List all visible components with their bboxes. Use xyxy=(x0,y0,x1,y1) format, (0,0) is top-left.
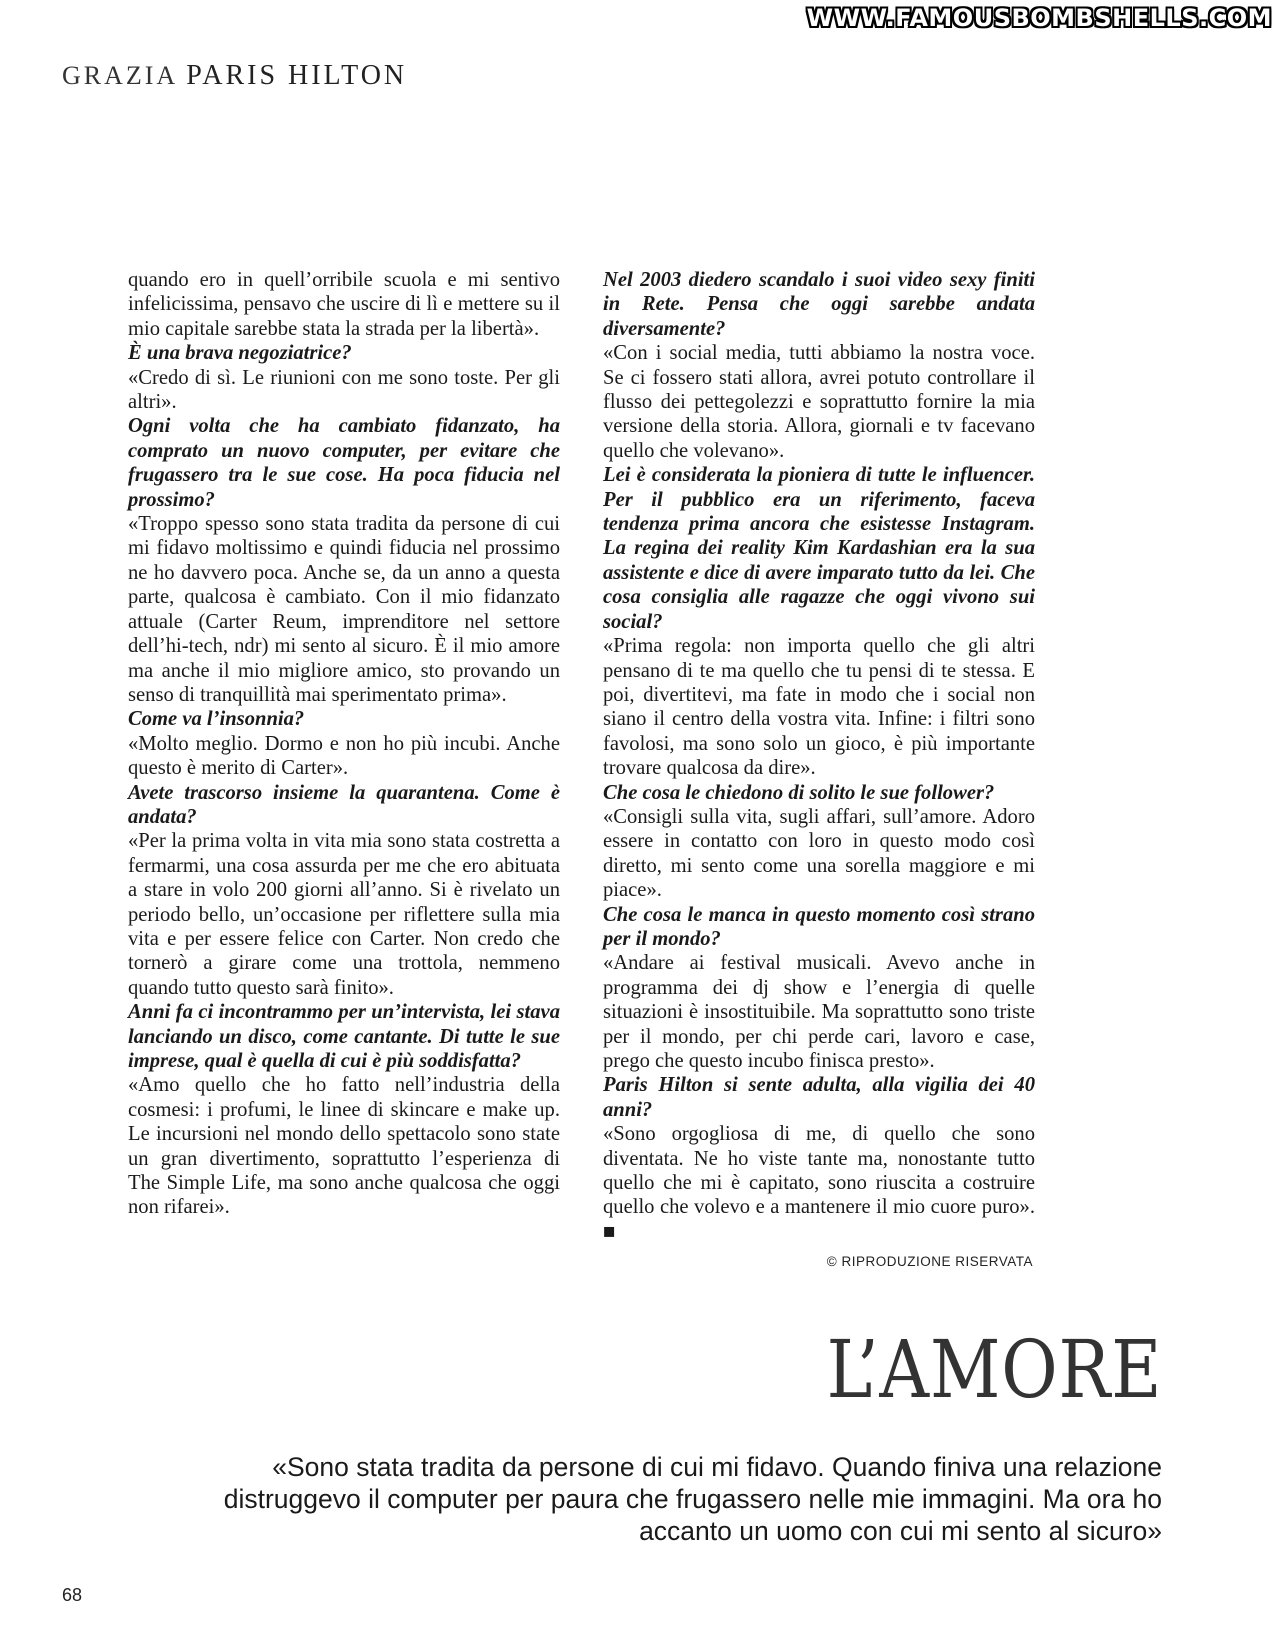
question-paragraph: Nel 2003 diedero scandalo i suoi video sexy finiti in Rete. Pensa che oggi sarebbe andata diversamente? xyxy=(603,269,1035,340)
page-header xyxy=(62,60,407,92)
answer-paragraph: «Amo quello che ho fatto nell’industria della cosmesi: i profumi, le linee di skincare e make up. Le incursioni nel mondo dello spettacolo sono state un gran divertimento, soprattutto l’esperienza di The Simple Life, ma sono anche qualcosa che oggi non rifarei». xyxy=(128,1074,560,1219)
answer-paragraph: «Andare ai festival musicali. Avevo anche in programma dei dj show e l’energia di quelle situazioni è insostituibile. Ma soprattutto sono triste per il mondo, per chi perde cari, lavoro e case, prego che questo incubo finisca presto». xyxy=(603,952,1035,1072)
copyright-notice: © RIPRODUZIONE RISERVATA xyxy=(826,1254,1033,1269)
question-paragraph: Ogni volta che ha cambiato fidanzato, ha comprato un nuovo computer, per evitare che frugassero tra le sue cose. Ha poca fiducia nel prossimo? xyxy=(128,415,560,511)
answer-paragraph: «Con i social media, tutti abbiamo la nostra voce. Se ci fossero stati allora, avrei potuto controllare il flusso dei pettegolezzi e soprattutto fornire la mia versione della storia. Allora, giornali e tv facevano quello che volevano». xyxy=(603,342,1035,462)
question-paragraph: Avete trascorso insieme la quarantena. Come è andata? xyxy=(128,781,560,828)
answer-paragraph: «Molto meglio. Dormo e non ho più incubi. Anche questo è merito di Carter». xyxy=(128,732,560,780)
article-column-left xyxy=(128,268,560,1220)
question-paragraph: È una brava negoziatrice? xyxy=(128,342,352,365)
site-watermark: WWW.FAMOUSBOMBSHELLS.COM xyxy=(806,4,1272,32)
pull-quote: «Sono stata tradita da persone di cui mi fidavo. Quando finiva una relazione distruggevo il computer per paura che frugassero nelle mie immagini. Ma ora ho accanto un uomo con cui mi sento al sicuro» xyxy=(223,1452,1162,1546)
page-number: 68 xyxy=(62,1585,83,1605)
answer-paragraph: «Credo di sì. Le riunioni con me sono toste. Per gli altri». xyxy=(128,366,560,414)
magazine-brand: GRAZIA xyxy=(62,61,179,90)
article-subject: PARIS HILTON xyxy=(186,60,408,91)
answer-paragraph: «Per la prima volta in vita mia sono stata costretta a fermarmi, una cosa assurda per me che ero abituata a stare in volo 200 giorni all’anno. Si è rivelato un periodo bello, un’occasione per riflettere sulla mia vita e per essere felice con Carter. Non credo che tornerò a girare come una trottola, nemmeno quando tutto questo sarà finito». xyxy=(128,830,560,999)
answer-paragraph: «Troppo spesso sono stata tradita da persone di cui mi fidavo moltissimo e quindi fiducia nel prossimo ne ho davvero poca. Anche se, da un anno a questa parte, qualcosa è cambiato. Con il mio fidanzato attuale (Carter Reum, imprenditore nel settore dell’hi-tech, ndr) mi sento al sicuro. È il mio amore ma anche il mio migliore amico, sto provando un senso di tranquillità mai sperimentato prima». xyxy=(128,513,560,706)
answer-paragraph: «Sono orgogliosa di me, di quello che sono diventata. Ne ho viste tante ma, nonostante tutto quello che mi è capitato, sono riuscita a costruire quello che volevo e a mantenere il mio cuore puro». ■ xyxy=(603,1123,1035,1243)
question-paragraph: Paris Hilton si sente adulta, alla vigilia dei 40 anni? xyxy=(603,1074,1035,1121)
answer-paragraph: quando ero in quell’orribile scuola e mi sentivo infelicissima, pensavo che uscire di lì e mettere su il mio capitale sarebbe stata la strada per la libertà». xyxy=(128,269,560,340)
question-paragraph: Come va l’insonnia? xyxy=(128,708,305,731)
answer-paragraph: «Prima regola: non importa quello che gli altri pensano di te ma quello che tu pensi di te stessa. E poi, divertitevi, ma fate in modo che i social non siano il centro della vostra vita. Infine: i filtri sono favolosi, ma sono solo un gioco, è più importante trovare qualcosa da dire». xyxy=(603,635,1035,780)
question-paragraph: Lei è considerata la pioniera di tutte le influencer. Per il pubblico era un riferimento, faceva tendenza prima ancora che esistesse Instagram. La regina dei reality Kim Kardashian era la sua assistente e dice di avere imparato tutto da lei. Che cosa consiglia alle ragazze che oggi vivono sui social? xyxy=(603,464,1035,633)
question-paragraph: Che cosa le manca in questo momento così strano per il mondo? xyxy=(603,903,1035,950)
answer-paragraph: «Consigli sulla vita, sugli affari, sull’amore. Adoro essere in contatto con loro in questo modo così diretto, mi sento come una sorella maggiore e mi piace». xyxy=(603,805,1035,902)
article-column-right xyxy=(603,268,1035,1244)
question-paragraph: Anni fa ci incontrammo per un’intervista, lei stava lanciando un disco, come cantante. Di tutte le sue imprese, qual è quella di cui è più soddisfatta? xyxy=(128,1001,560,1072)
question-paragraph: Che cosa le chiedono di solito le sue follower? xyxy=(603,781,995,804)
pull-quote-title: L’AMORE xyxy=(826,1323,1162,1416)
